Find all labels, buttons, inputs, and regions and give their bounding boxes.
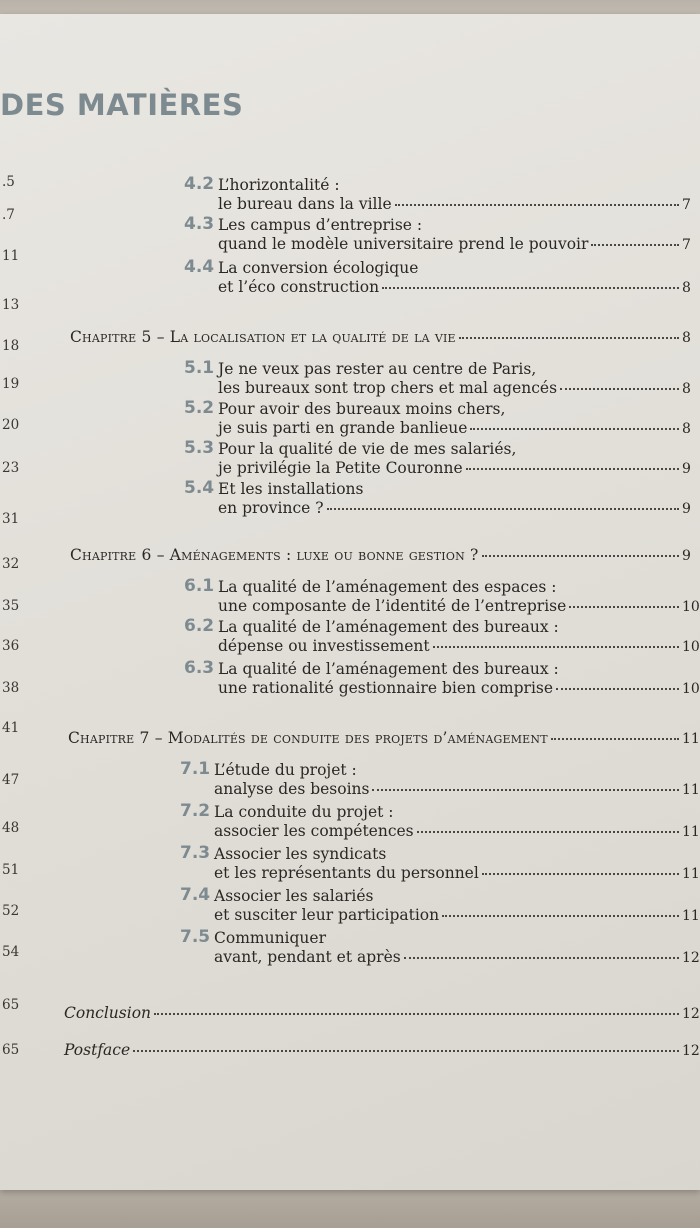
chapter-5-line	[70, 328, 700, 346]
toc-line	[218, 195, 700, 213]
book-page	[0, 14, 700, 1190]
left-page-number: .7	[2, 207, 15, 223]
leader-dots	[395, 203, 679, 206]
left-page-number: 36	[2, 638, 20, 654]
chapter-7-line	[68, 729, 700, 747]
section-number: 5.4	[184, 478, 215, 498]
page-number: 7	[682, 237, 691, 253]
toc-line	[218, 459, 700, 477]
toc-line	[218, 379, 700, 397]
section-title: La conduite du projet :	[214, 803, 394, 821]
section-title: La qualité de l’aménagement des bureaux :	[218, 618, 559, 636]
leader-dots	[459, 336, 679, 339]
section-title-cont: et susciter leur participation	[214, 906, 440, 924]
left-page-number: 18	[2, 338, 20, 354]
chapter-6-line	[70, 546, 700, 564]
page-number: 9	[682, 461, 691, 477]
page-number: 11	[682, 782, 700, 798]
left-page-number: 65	[2, 1042, 20, 1058]
section-title: Pour la qualité de vie de mes salariés,	[218, 440, 517, 458]
leader-dots	[372, 788, 679, 791]
section-title-cont: une composante de l’identité de l’entreprise	[218, 597, 567, 615]
section-number: 7.1	[180, 759, 211, 779]
section-title: La qualité de l’aménagement des espaces :	[218, 578, 557, 596]
section-title-cont: les bureaux sont trop chers et mal agencés	[218, 379, 558, 397]
section-title-cont: je suis parti en grande banlieue	[218, 419, 468, 437]
section-title: Je ne veux pas rester au centre de Paris,	[218, 360, 537, 378]
leader-dots	[382, 286, 679, 289]
page-number: 12	[682, 950, 700, 966]
section-title-cont: quand le modèle universitaire prend le pouvoir	[218, 235, 589, 253]
leader-dots	[466, 467, 679, 470]
leader-dots	[442, 914, 679, 917]
section-title: Associer les syndicats	[214, 845, 387, 863]
page-number: 10	[682, 681, 700, 697]
section-number: 7.5	[180, 927, 211, 947]
section-number: 4.4	[184, 257, 215, 277]
leader-dots	[133, 1049, 679, 1052]
leader-dots	[569, 605, 679, 608]
section-number: 7.4	[180, 885, 211, 905]
leader-dots	[482, 554, 679, 557]
leader-dots	[327, 507, 679, 510]
section-number: 4.3	[184, 214, 215, 234]
toc-line	[218, 679, 700, 697]
toc-line	[218, 419, 700, 437]
page-number: 7	[682, 197, 691, 213]
section-title: Et les installations	[218, 480, 364, 498]
left-page-number: 52	[2, 903, 20, 919]
leader-dots	[556, 687, 679, 690]
page-number: 11	[682, 824, 700, 840]
section-title-cont: avant, pendant et après	[214, 948, 401, 966]
left-page-number: 20	[2, 417, 20, 433]
page-number: 8	[682, 381, 691, 397]
leader-dots	[591, 243, 679, 246]
leader-dots	[154, 1012, 679, 1015]
page-number: 10	[682, 599, 700, 615]
leader-dots	[433, 645, 679, 648]
left-page-number: 19	[2, 376, 20, 392]
section-title: Associer les salariés	[214, 887, 374, 905]
section-title-cont: et les représentants du personnel	[214, 864, 479, 882]
toc-line	[214, 780, 700, 798]
page-number: 11	[682, 866, 700, 882]
page-number: 11	[682, 731, 700, 747]
leader-dots	[560, 387, 679, 390]
left-page-number: 65	[2, 997, 20, 1013]
conclusion-title: Conclusion	[64, 1004, 152, 1022]
section-title: La conversion écologique	[218, 259, 419, 277]
section-number: 5.1	[184, 358, 215, 378]
section-title: L’horizontalité :	[218, 176, 340, 194]
left-page-number: 41	[2, 720, 20, 736]
section-title-cont: une rationalité gestionnaire bien comprise	[218, 679, 554, 697]
left-page-number: 54	[2, 944, 20, 960]
section-title-cont: analyse des besoins	[214, 780, 370, 798]
section-title: Les campus d’entreprise :	[218, 216, 423, 234]
chapter-title: Chapitre 5 – La localisation et la qualité de la vie	[70, 328, 456, 346]
left-page-number: 13	[2, 297, 20, 313]
page-number: 8	[682, 280, 691, 296]
section-title: Pour avoir des bureaux moins chers,	[218, 400, 506, 418]
section-number: 7.2	[180, 801, 211, 821]
section-number: 6.1	[184, 576, 215, 596]
leader-dots	[417, 830, 679, 833]
section-title: L’étude du projet :	[214, 761, 357, 779]
page-number: 9	[682, 548, 691, 564]
postface-line	[64, 1041, 700, 1059]
section-number: 5.3	[184, 438, 215, 458]
page-number: 12	[682, 1006, 700, 1022]
page-number: 9	[682, 501, 691, 517]
conclusion-line	[64, 1004, 700, 1022]
section-number: 4.2	[184, 174, 215, 194]
leader-dots	[482, 872, 679, 875]
section-title: Communiquer	[214, 929, 326, 947]
section-title: La qualité de l’aménagement des bureaux :	[218, 660, 559, 678]
left-page-number: 38	[2, 680, 20, 696]
left-page-number: 47	[2, 772, 20, 788]
left-page-number: 35	[2, 598, 20, 614]
left-page-number: 51	[2, 862, 20, 878]
left-page-number: 32	[2, 556, 20, 572]
toc-line	[214, 864, 700, 882]
leader-dots	[551, 737, 679, 740]
section-number: 5.2	[184, 398, 215, 418]
page-number: 11	[682, 908, 700, 924]
section-number: 7.3	[180, 843, 211, 863]
page-number: 8	[682, 330, 691, 346]
page-heading: DES MATIÈRES	[0, 88, 244, 122]
section-title-cont: et l’éco construction	[218, 278, 380, 296]
section-title-cont: je privilégie la Petite Couronne	[218, 459, 463, 477]
section-title-cont: dépense ou investissement	[218, 637, 430, 655]
toc-line	[214, 948, 700, 966]
toc-line	[218, 499, 700, 517]
leader-dots	[404, 956, 679, 959]
section-number: 6.3	[184, 658, 215, 678]
postface-title: Postface	[64, 1041, 131, 1059]
toc-line	[218, 235, 700, 253]
toc-line	[218, 637, 700, 655]
left-page-number: 48	[2, 820, 20, 836]
leader-dots	[470, 427, 679, 430]
left-page-number: 11	[2, 248, 20, 264]
page-number: 12	[682, 1043, 700, 1059]
toc-line	[218, 278, 700, 296]
page-number: 8	[682, 421, 691, 437]
left-page-number: .5	[2, 174, 15, 190]
chapter-title: Chapitre 6 – Aménagements : luxe ou bonne gestion ?	[70, 546, 479, 564]
chapter-title: Chapitre 7 – Modalités de conduite des projets d’aménagement	[68, 729, 548, 747]
section-title-cont: le bureau dans la ville	[218, 195, 392, 213]
toc-line	[214, 822, 700, 840]
left-page-number: 31	[2, 511, 20, 527]
left-page-number: 23	[2, 460, 20, 476]
page-number: 10	[682, 639, 700, 655]
section-title-cont: associer les compétences	[214, 822, 414, 840]
section-title-cont: en province ?	[218, 499, 324, 517]
section-number: 6.2	[184, 616, 215, 636]
toc-line	[214, 906, 700, 924]
toc-line	[218, 597, 700, 615]
